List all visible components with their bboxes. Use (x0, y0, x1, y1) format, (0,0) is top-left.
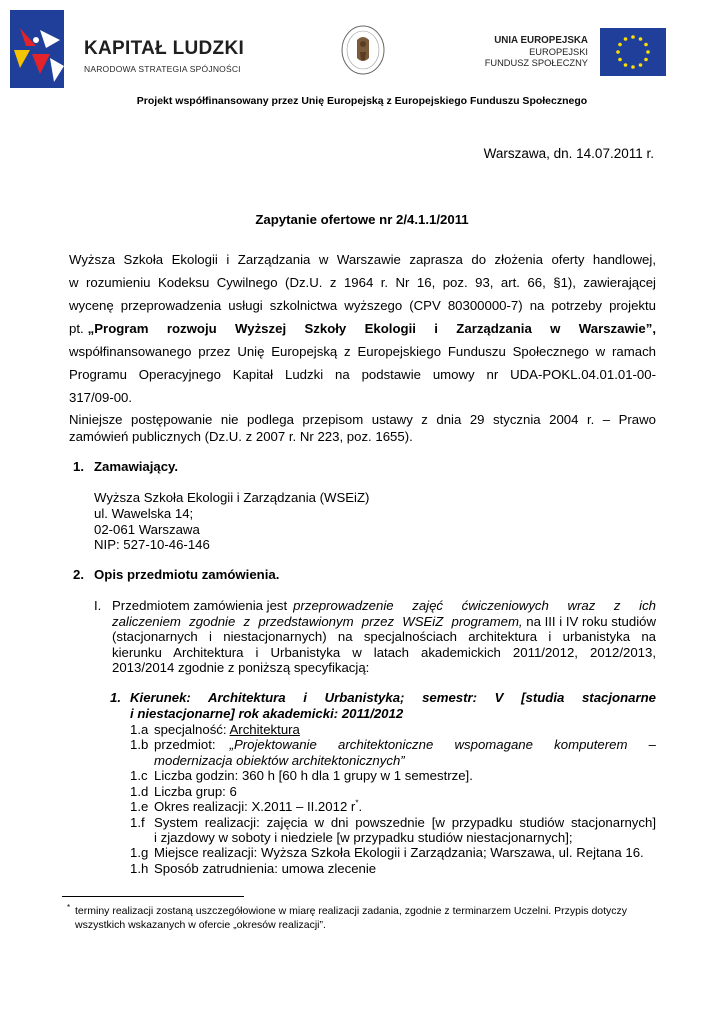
scope-line-1-italic: przeprowadzenie zajęć ćwiczeniowych wraz z ich (293, 598, 656, 613)
scope-line-4: kierunku Architektura i Urbanistyka w latach akademickich 2011/2012, 2012/2013, (112, 645, 656, 660)
footnote-line-2: wszystkich wskazanych w ofercie „okresów realizacji”. (75, 919, 326, 931)
scope-line-5: 2013/2014 zgodnie z poniższą specyfikacją: (112, 660, 370, 675)
place-date: Warszawa, dn. 14.07.2011 r. (483, 146, 654, 161)
law-note-line-2: zamówień publicznych (Dz.U. z 2007 r. Nr 223, poz. 1655). (69, 429, 413, 444)
item-1a-label: 1.a (130, 722, 149, 737)
item-1b-line-1 (154, 737, 656, 753)
intro-line-4 (69, 321, 656, 337)
item-1d-label: 1.d (130, 784, 149, 799)
intro-line-2: w rozumieniu Kodeksu Cywilnego (Dz.U. z 1964 r. Nr 16, poz. 93, art. 66, §1), zawierającej (69, 275, 656, 290)
kapital-ludzki-emblem-icon (10, 10, 66, 90)
subsection-1-heading-line-1: Kierunek: Architektura i Urbanistyka; semestr: V [studia stacjonarne (130, 690, 656, 705)
intro-program-name (88, 321, 653, 337)
client-city: 02-061 Warszawa (94, 522, 200, 537)
item-1f-text-2: i zjazdowy w soboty i niedziele [w przypadku studiów niestacjonarnych]; (154, 830, 573, 845)
item-1g-text: Miejsce realizacji: Wyższa Szkoła Ekologii i Zarządzania; Warszawa, ul. Rejtana 16. (154, 845, 644, 860)
item-1e-label: 1.e (130, 799, 149, 814)
item-1e-tail: . (358, 799, 363, 814)
footnote-separator (62, 896, 244, 897)
item-1g-label: 1.g (130, 845, 149, 860)
intro-line-5: współfinansowanego przez Unię Europejską z Europejskiego Funduszu Społecznego w ramach (69, 344, 656, 359)
item-1b-text: przedmiot: (154, 737, 216, 752)
item-1b-label: 1.b (130, 737, 149, 752)
item-1a-text: specjalność: (154, 722, 227, 737)
section-2-heading: Opis przedmiotu zamówienia. (94, 567, 280, 582)
item-1f-text-1: System realizacji: zajęcia w dni powszednie [w przypadku studiów stacjonarnych] (154, 815, 656, 830)
intro-pt-prefix: pt. (69, 321, 84, 336)
university-seal-icon (339, 24, 387, 76)
scope-line-2 (112, 614, 656, 630)
item-1d-text: Liczba grup: 6 (154, 784, 237, 799)
eu-line-2: EUROPEJSKI (529, 46, 588, 57)
intro-line-6: Programu Operacyjnego Kapitał Ludzki na podstawie umowy nr UDA-POKL.04.01.01-00- (69, 367, 656, 382)
intro-line-1: Wyższa Szkoła Ekologii i Zarządzania w Warszawie zaprasza do złożenia oferty handlowej, (69, 252, 656, 267)
client-nip: NIP: 527-10-46-146 (94, 537, 210, 552)
footnote-line-1: terminy realizacji zostaną uszczegółowione w miarę realizacji zadania, zgodnie z terminarzem Uczelni. Przypis dotyczy (75, 905, 628, 917)
item-1h-text: Sposób zatrudnienia: umowa zlecenie (154, 861, 377, 876)
section-2-number: 2. (73, 567, 84, 582)
item-1c-text: Liczba godzin: 360 h [60 h dla 1 grupy w 1 semestrze]. (154, 768, 473, 783)
intro-line-7: 317/09-00. (69, 390, 133, 405)
subsection-1-heading-line-2: i niestacjonarne] rok akademicki: 2011/2012 (130, 706, 404, 721)
funding-note: Projekt współfinansowany przez Unię Europejską z Europejskiego Funduszu Społecznego (136, 95, 588, 107)
kapital-ludzki-title: KAPITAŁ LUDZKI (84, 38, 245, 59)
scope-line-3: (stacjonarnych i niestacjonarnych) na specjalnościach architektura i urbanistyka na (112, 629, 656, 644)
scope-line-1-plain: Przedmiotem zamówienia jest (112, 598, 288, 613)
eu-flag-icon (600, 28, 666, 76)
scope-line-2-italic: zaliczeniem zgodnie z przedstawionym przez WSEiZ programem, (112, 614, 523, 629)
item-1a (154, 722, 300, 738)
section-1-heading: Zamawiający. (94, 459, 179, 474)
subsection-1-number: 1. (110, 690, 121, 705)
eu-line-1: UNIA EUROPEJSKA (494, 35, 588, 46)
item-1e-text: Okres realizacji: X.2011 – II.2012 r (154, 799, 356, 814)
item-1c-label: 1.c (130, 768, 148, 783)
item-1f-label: 1.f (130, 815, 145, 830)
roman-one: I. (94, 598, 102, 613)
item-1a-value: Architektura (229, 722, 300, 737)
item-1e-footnote-mark: * (355, 798, 359, 808)
footnote-mark: * (67, 903, 71, 912)
law-note-line-1: Niniejsze postępowanie nie podlega przepisom ustawy z dnia 29 stycznia 2004 r. – Prawo (69, 412, 656, 427)
intro-program-name-text: „Program rozwoju Wyższej Szkoły Ekologii i Zarządzania w Warszawie” (87, 321, 653, 336)
item-1b-italic-1: „Projektowanie architektoniczne wspomagane komputerem – (229, 737, 656, 752)
eu-text-block (440, 35, 588, 70)
page-title: Zapytanie ofertowe nr 2/4.1.1/2011 (255, 212, 469, 227)
item-1b-italic-2: modernizacja obiektów architektonicznych” (154, 753, 405, 768)
eu-line-3: FUNDUSZ SPOŁECZNY (484, 58, 588, 68)
kapital-ludzki-logo (10, 10, 250, 90)
scope-line-1 (112, 598, 656, 614)
client-name: Wyższa Szkoła Ekologii i Zarządzania (WSEiZ) (94, 490, 370, 505)
scope-line-2-plain: na III i IV roku studiów (522, 614, 656, 629)
kapital-ludzki-subtitle: NARODOWA STRATEGIA SPÓJNOŚCI (84, 64, 241, 74)
client-street: ul. Wawelska 14; (94, 506, 194, 521)
item-1h-label: 1.h (130, 861, 149, 876)
section-1-number: 1. (73, 459, 84, 474)
intro-comma: , (652, 321, 656, 336)
intro-line-3: wycenę przeprowadzenia usługi szkolnictwa wyższego (CPV 80300000-7) na potrzeby projektu (69, 298, 656, 313)
item-1e (154, 799, 362, 815)
